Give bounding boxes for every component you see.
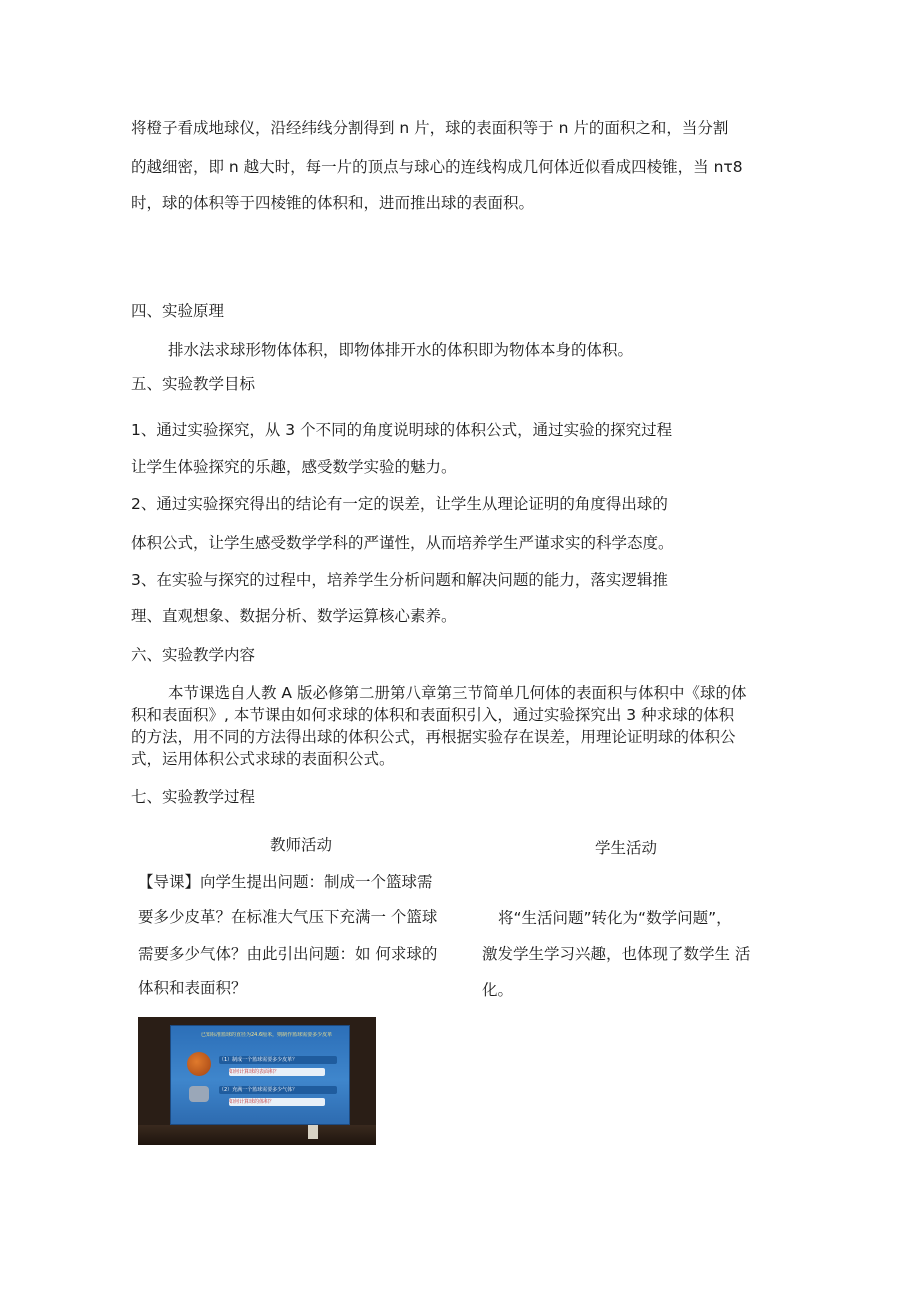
classroom-slide-photo [138,1017,376,1145]
intro-line-2: 的越细密，即 n 越大时，每一片的顶点与球心的连线构成几何体近似看成四棱锥，当 nτ8 [131,158,743,176]
teacher-line-2: 要多少皮革？在标准大气压下充满一 个篮球 [138,908,438,926]
goal-line-2: 让学生体验探究的乐趣，感受数学实验的魅力。 [131,458,457,476]
slide-question-1: （1）制成一个篮球需要多少皮革？ [219,1056,337,1064]
slide-answer-2: 如何计算球的体积？ [229,1098,325,1106]
slide-question-2: （2）充满一个篮球需要多少气体？ [219,1086,337,1094]
teacher-line-1: 【导课】向学生提出问题：制成一个篮球需 [138,873,433,891]
classroom-stage [138,1125,376,1145]
intro-line-3: 时，球的体积等于四棱锥的体积和，进而推出球的表面积。 [131,194,535,212]
section-6-heading: 六、实验教学内容 [131,646,256,664]
projector-screen [170,1025,350,1125]
content-line-4: 式，运用体积公式求球的表面积公式。 [131,750,395,768]
goal-line-6: 理、直观想象、数据分析、数学运算核心素养。 [131,607,457,625]
teacher-line-4: 体积和表面积？ [138,979,247,997]
goal-line-1: 1、通过实验探究，从 3 个不同的角度说明球的体积公式，通过实验的探究过程 [131,421,673,439]
teacher-line-3: 需要多少气体？由此引出问题：如 何求球的 [138,945,438,963]
section-5-heading: 五、实验教学目标 [131,375,256,393]
goal-line-3: 2、通过实验探究得出的结论有一定的误差，让学生从理论证明的角度得出球的 [131,495,668,513]
student-activity-header: 学生活动 [595,839,658,857]
content-line-3: 的方法，用不同的方法得出球的体积公式，再根据实验存在误差，用理论证明球的体积公 [131,728,736,746]
student-line-2: 激发学生学习兴趣，也体现了数学生 活 [482,945,751,963]
content-line-1: 本节课选自人教 A 版必修第二册第八章第三节简单几何体的表面积与体积中《球的体 [168,684,747,702]
slide-answer-1: 如何计算球的表面积？ [229,1068,325,1076]
pump-icon [189,1086,209,1102]
podium [308,1125,318,1139]
goal-line-4: 体积公式，让学生感受数学学科的严谨性，从而培养学生严谨求实的科学态度。 [131,534,674,552]
content-line-2: 积和表面积》, 本节课由如何求球的体积和表面积引入，通过实验探究出 3 种求球的体积 [131,706,735,724]
student-line-3: 化。 [482,981,514,999]
teacher-activity-header: 教师活动 [270,836,333,854]
section-4-text: 排水法求球形物体体积，即物体排开水的体积即为物体本身的体积。 [168,341,634,359]
section-7-heading: 七、实验教学过程 [131,788,256,806]
section-4-heading: 四、实验原理 [131,302,225,320]
goal-line-5: 3、在实验与探究的过程中，培养学生分析问题和解决问题的能力，落实逻辑推 [131,571,668,589]
basketball-icon [187,1052,211,1076]
intro-line-1: 将橙子看成地球仪，沿经纬线分割得到 n 片，球的表面积等于 n 片的面积之和，当分割 [131,119,729,137]
student-line-1: 将“生活问题”转化为“数学问题”， [498,909,732,927]
slide-title: 已知标准篮球的直径为24.6厘米，则制作篮球需要多少皮革 [201,1032,333,1038]
